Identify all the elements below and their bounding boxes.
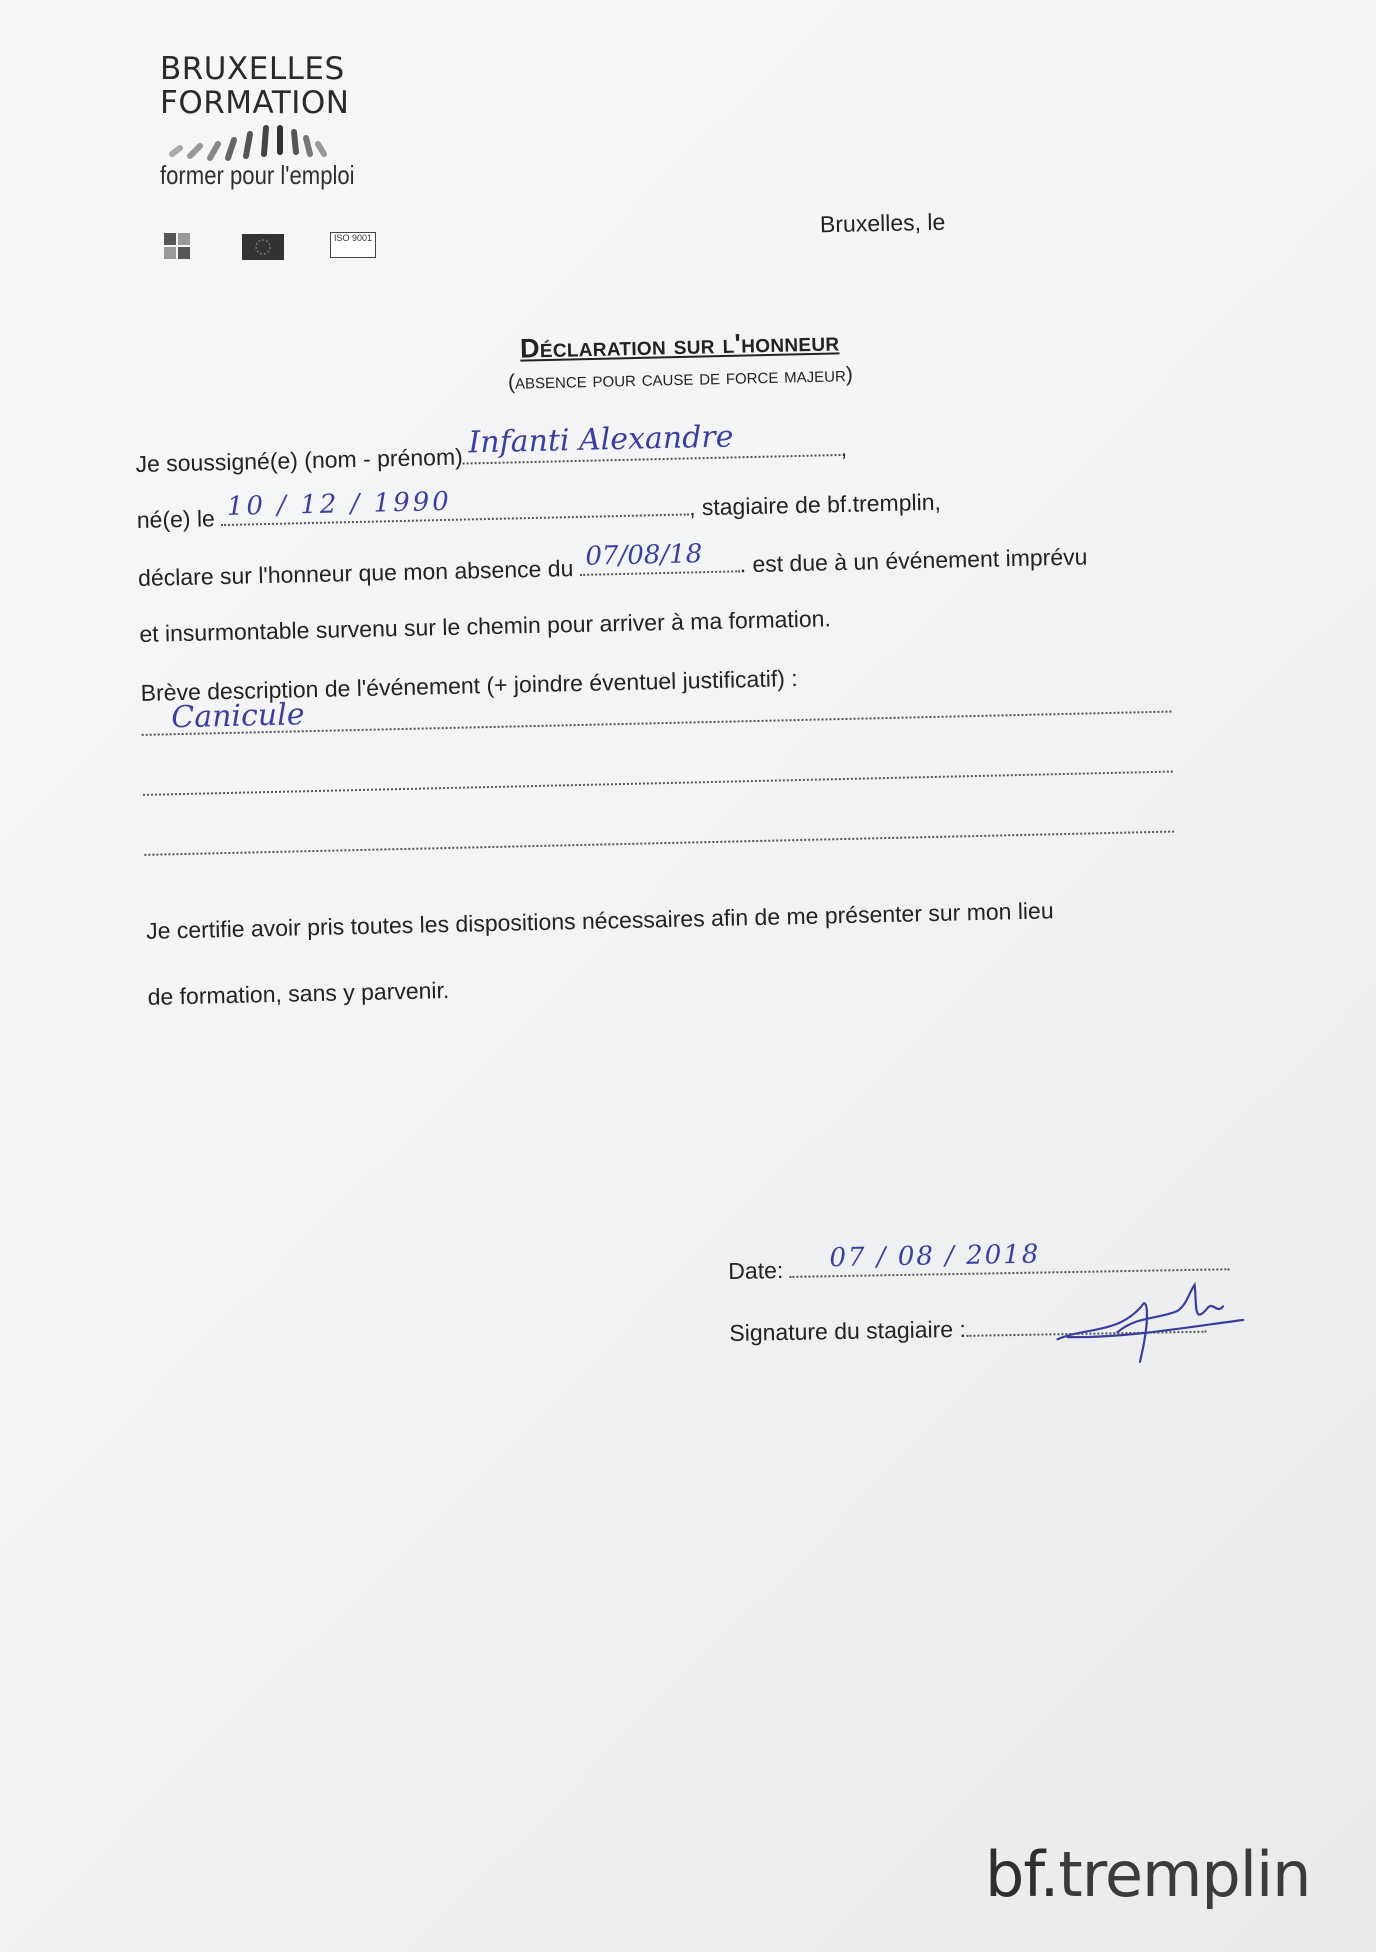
birth-suffix: , stagiaire de bf.tremplin, — [688, 488, 942, 521]
absence-date-value: 07/08/18 — [585, 539, 703, 572]
brussels-region-icon — [163, 232, 193, 262]
description-field-1[interactable] — [142, 697, 1172, 736]
name-field[interactable] — [462, 419, 840, 465]
iso-9001-badge: ISO 9001 — [330, 232, 376, 258]
certify-line-2: de formation, sans y parvenir. — [147, 977, 450, 1010]
description-label: Brève description de l'événement (+ joindre éventuel justificatif) : — [140, 665, 798, 706]
certify-line-1: Je certifie avoir pris toutes les dispositions nécessaires afin de me présenter sur mon lieu — [145, 897, 1054, 944]
logo-tremplin: tremplin — [1058, 1838, 1311, 1911]
signature-label: Signature du stagiaire : — [729, 1315, 967, 1346]
birth-field[interactable] — [221, 486, 689, 526]
page-title: Déclaration sur l'honneur — [519, 326, 840, 364]
declaration-body — [135, 415, 1255, 1010]
name-value: Infanti Alexandre — [467, 419, 734, 461]
birth-value: 10 / 12 / 1990 — [226, 486, 453, 522]
title-block — [399, 324, 960, 398]
bf-tremplin-logo — [985, 1838, 1310, 1911]
absence-prefix: déclare sur l'honneur que mon absence du — [137, 555, 574, 591]
name-line — [135, 419, 848, 478]
absence-date-field[interactable] — [579, 539, 740, 576]
logo-bf: bf. — [985, 1838, 1059, 1911]
birth-line — [136, 486, 941, 534]
description-value: Canicule — [170, 697, 305, 736]
name-end: , — [840, 434, 848, 461]
page-subtitle: (absence pour cause de force majeur) — [507, 363, 854, 394]
brand-line-1: BRUXELLES — [160, 51, 345, 87]
brand-line-2: FORMATION — [160, 85, 350, 121]
line-4: et insurmontable survenu sur le chemin pour arriver à ma formation. — [139, 605, 832, 647]
certification-badges — [160, 232, 390, 262]
description-field-2[interactable] — [143, 769, 1173, 796]
handwritten-signature — [1046, 1274, 1248, 1367]
place-date-label: Bruxelles, le — [819, 208, 946, 238]
date-value: 07 / 08 / 2018 — [829, 1239, 1041, 1274]
date-label: Date: — [728, 1257, 784, 1284]
absence-line — [138, 540, 1088, 592]
absence-suffix: . est due à un événement imprévu — [739, 543, 1088, 578]
eu-flag-icon — [242, 234, 284, 260]
logo-tagline: former pour l'emploi — [160, 160, 355, 190]
name-label: Je soussigné(e) (nom - prénom) — [135, 443, 463, 477]
description-field-3[interactable] — [144, 829, 1174, 856]
logo-dashes-icon — [160, 124, 380, 164]
date-field[interactable] — [789, 1239, 1229, 1278]
bruxelles-formation-logo — [160, 51, 390, 243]
birth-label: né(e) le — [136, 505, 216, 533]
